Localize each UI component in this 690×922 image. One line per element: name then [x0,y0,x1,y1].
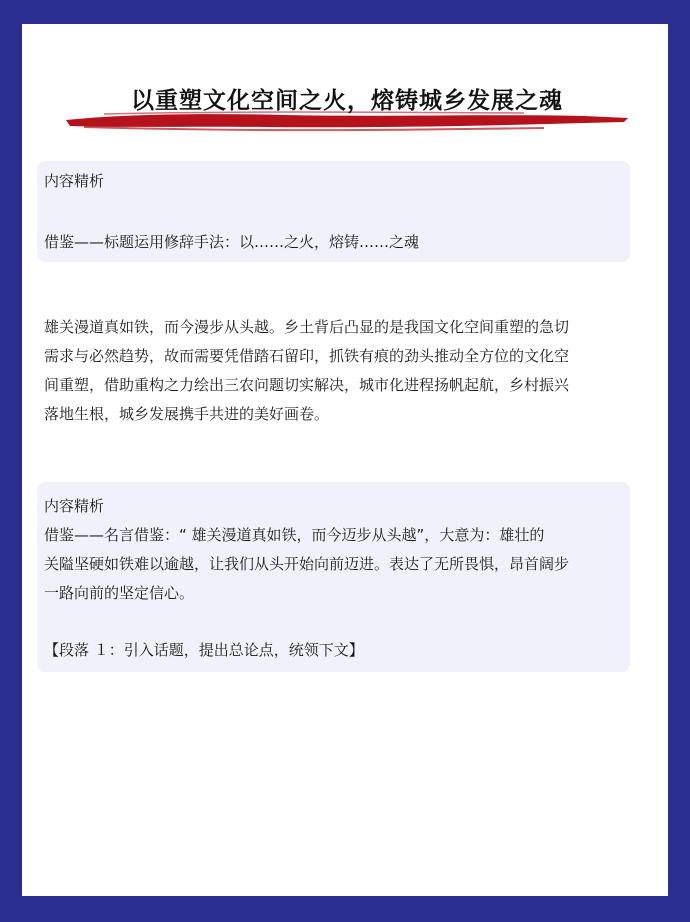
paragraph-line: 落地生根，城乡发展携手共进的美好画卷。 [44,405,330,423]
watermark [286,867,390,890]
card-text-line: 关隘坚硬如铁难以逾越，让我们从头开始向前迈进。表达了无所畏惧，昂首阔步 [44,555,570,573]
body-paragraph [44,313,644,429]
paragraph-line: 雄关漫道真如铁，而今漫步从头越。乡土背后凸显的是我国文化空间重塑的急切 [44,318,570,336]
title-banner [64,74,630,136]
analysis-card-2 [37,482,630,672]
page-title: 以重塑文化空间之火，熔铸城乡发展之魂 [131,88,563,114]
paragraph-note: 【段落 １：引入话题，提出总论点，统领下文】 [44,641,364,659]
paragraph-line: 需求与必然趋势，故而需要凭借踏石留印，抓铁有痕的劲头推动全方位的文化空 [44,347,570,365]
card-text-line: 借鉴——名言借鉴：“ 雄关漫道真如铁，而今迈步从头越”，大意为：雄壮的 [44,526,545,544]
card-heading: 内容精析 [44,497,105,515]
card-text-line: 一路向前的坚定信心。 [44,584,195,602]
watermark-text: @楚雨教育 [310,870,391,889]
card-text: 借鉴——标题运用修辞手法：以……之火，熔铸……之魂 [44,233,420,251]
weibo-icon [286,871,306,887]
analysis-card-1 [37,161,630,262]
card-heading: 内容精析 [44,172,105,190]
paragraph-line: 间重塑，借助重构之力绘出三农问题切实解决，城市化进程扬帆起航，乡村振兴 [44,376,570,394]
document-page [22,24,668,896]
